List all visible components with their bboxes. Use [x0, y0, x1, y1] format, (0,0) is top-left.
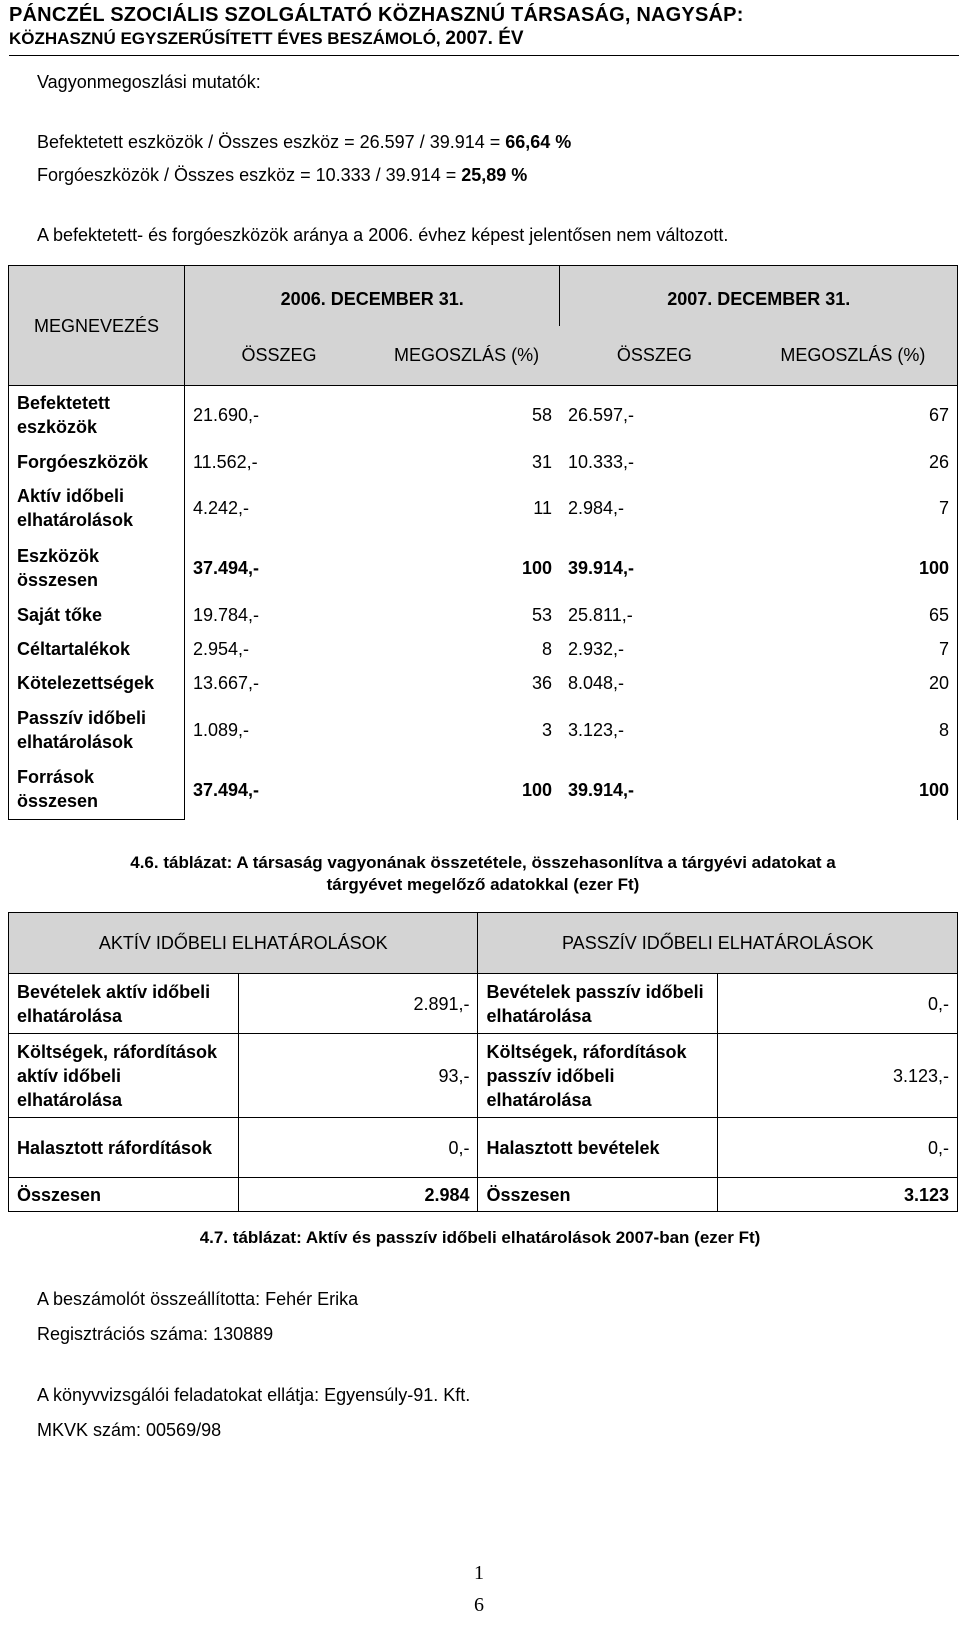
row-label: Befektetett eszközök: [9, 386, 185, 445]
row-label: Forgóeszközök: [9, 445, 185, 479]
table-total-row: [9, 1178, 958, 1212]
passive-value: 0,-: [718, 974, 958, 1034]
active-value: 93,-: [238, 1034, 478, 1118]
value-2006: 1.089,-: [192, 719, 249, 740]
sub-header-share-2007: MEGOSZLÁS (%): [749, 326, 958, 386]
sub-header-share-2006: MEGOSZLÁS (%): [373, 326, 560, 386]
document-header: [9, 2, 959, 50]
ratio-fixed-assets-value: 66,64 %: [505, 132, 572, 152]
share-2007: 100: [749, 760, 958, 820]
share-2006: 8: [541, 638, 552, 659]
value-2007: 25.811,-: [567, 604, 633, 625]
col-header-label: MEGNEVEZÉS: [9, 266, 185, 386]
row-label: Passzív időbeli elhatárolások: [9, 700, 185, 760]
share-2007: 7: [749, 632, 958, 666]
active-label: Költségek, ráfordítások aktív időbeli elhatárolása: [9, 1034, 239, 1118]
passive-value: 3.123,-: [718, 1034, 958, 1118]
assets-table: [8, 265, 958, 820]
value-2006: 2.954,-: [192, 638, 249, 659]
page-number-top: 1: [474, 1562, 484, 1584]
passive-label: Halasztott bevételek: [478, 1118, 718, 1178]
registration-number: Regisztrációs száma: 130889: [37, 1324, 274, 1344]
table-row: [9, 700, 958, 760]
active-total-value: 2.984: [238, 1178, 478, 1212]
sub-header-sum-2007: ÖSSZEG: [560, 326, 749, 386]
report-year: 2007. ÉV: [445, 28, 524, 49]
compiled-by: A beszámolót összeállította: Fehér Erika: [37, 1289, 359, 1309]
active-value: 2.891,-: [238, 974, 478, 1034]
page-number-bottom: 6: [474, 1594, 484, 1616]
value-2006: 13.667,-: [192, 672, 259, 693]
value-2007: 2.984,-: [567, 498, 625, 518]
ratio-current-assets-value: 25,89 %: [461, 165, 528, 185]
row-label: Kötelezettségek: [9, 666, 185, 700]
table-row: [9, 1118, 958, 1178]
passive-value: 0,-: [718, 1118, 958, 1178]
company-name: PÁNCZÉL SZOCIÁLIS SZOLGÁLTATÓ KÖZHASZNÚ TÁRSASÁG, NAGYSÁP:: [9, 4, 744, 26]
table-row: [9, 632, 958, 666]
ratio-current-assets-text: Forgóeszközök / Összes eszköz = 10.333 / 39.914 =: [37, 165, 462, 185]
share-2007: 65: [749, 598, 958, 632]
accruals-table: [8, 912, 958, 1212]
ratio-fixed-assets: [37, 131, 571, 153]
table-row: [9, 386, 958, 445]
value-2006: 11.562,-: [192, 451, 258, 472]
auditor: A könyvvizsgálói feladatokat ellátja: Egyensúly-91. Kft.: [37, 1385, 471, 1405]
active-accruals-header: AKTÍV IDŐBELI ELHATÁROLÁSOK: [9, 913, 478, 974]
col-header-2006: 2006. DECEMBER 31.: [184, 266, 560, 326]
active-label: Bevételek aktív időbeli elhatárolása: [9, 974, 239, 1034]
col-header-2007: 2007. DECEMBER 31.: [560, 266, 958, 326]
table1-caption: [8, 852, 958, 896]
section-heading: Vagyonmegoszlási mutatók:: [37, 72, 261, 92]
table-row: [9, 666, 958, 700]
value-2007: 10.333,-: [567, 451, 635, 472]
passive-label: Költségek, ráfordítások passzív időbeli elhatárolása: [478, 1034, 718, 1118]
active-label: Halasztott ráfordítások: [9, 1118, 239, 1178]
report-title-text: KÖZHASZNÚ EGYSZERŰSÍTETT ÉVES BESZÁMOLÓ,: [9, 29, 446, 48]
table-row: [9, 1034, 958, 1118]
table2-caption: 4.7. táblázat: Aktív és passzív időbeli elhatárolások 2007-ban (ezer Ft): [199, 1228, 761, 1247]
share-2006: 36: [531, 672, 552, 693]
value-2007: 3.123,-: [567, 719, 625, 740]
active-value: 0,-: [238, 1118, 478, 1178]
share-2006: 53: [531, 604, 552, 625]
value-2006: 4.242,-: [192, 498, 249, 518]
share-2007: 7: [749, 479, 958, 538]
table1-caption-line2: tárgyévet megelőző adatokkal (ezer Ft): [326, 875, 640, 894]
share-2007: 67: [749, 386, 958, 445]
table-row: [9, 445, 958, 479]
share-2007: 20: [749, 666, 958, 700]
passive-label: Bevételek passzív időbeli elhatárolása: [478, 974, 718, 1034]
share-2006: 31: [531, 451, 552, 472]
share-2007: 26: [749, 445, 958, 479]
table-row: [9, 479, 958, 538]
value-2007: 39.914,-: [567, 557, 635, 578]
mkvk-number: MKVK szám: 00569/98: [37, 1420, 222, 1440]
table-row: [9, 538, 958, 598]
share-2006: 100: [521, 779, 552, 800]
active-total-label: Összesen: [9, 1178, 239, 1212]
row-label: Aktív időbeli elhatárolások: [9, 479, 185, 538]
report-title: [9, 28, 959, 50]
value-2006: 37.494,-: [192, 779, 259, 800]
share-2006: 11: [533, 498, 552, 518]
passive-total-value: 3.123: [718, 1178, 958, 1212]
table-row: [9, 760, 958, 820]
table-row: [9, 974, 958, 1034]
value-2006: 21.690,-: [192, 405, 259, 426]
value-2007: 2.932,-: [567, 638, 625, 659]
row-label: Saját tőke: [9, 598, 185, 632]
table1-caption-line1: 4.6. táblázat: A társaság vagyonának összetétele, összehasonlítva a tárgyévi adatokat a: [130, 853, 836, 872]
row-label: Források összesen: [9, 760, 185, 820]
value-2006: 19.784,-: [192, 604, 259, 625]
ratio-note: A befektetett- és forgóeszközök aránya a 2006. évhez képest jelentősen nem változott.: [37, 225, 729, 245]
share-2006: 58: [531, 405, 552, 426]
passive-total-label: Összesen: [478, 1178, 718, 1212]
share-2007: 100: [749, 538, 958, 598]
value-2007: 26.597,-: [567, 405, 635, 426]
value-2006: 37.494,-: [192, 557, 259, 578]
share-2006: 100: [521, 557, 552, 578]
share-2006: 3: [541, 719, 552, 740]
table-row: [9, 598, 958, 632]
passive-accruals-header: PASSZÍV IDŐBELI ELHATÁROLÁSOK: [478, 913, 958, 974]
ratio-fixed-assets-text: Befektetett eszközök / Összes eszköz = 26.597 / 39.914 =: [37, 132, 506, 152]
row-label: Céltartalékok: [9, 632, 185, 666]
value-2007: 39.914,-: [567, 779, 635, 800]
share-2007: 8: [749, 700, 958, 760]
ratio-current-assets: [37, 164, 527, 186]
row-label: Eszközök összesen: [9, 538, 185, 598]
value-2007: 8.048,-: [567, 672, 625, 693]
sub-header-sum-2006: ÖSSZEG: [184, 326, 373, 386]
header-divider: [9, 55, 959, 56]
